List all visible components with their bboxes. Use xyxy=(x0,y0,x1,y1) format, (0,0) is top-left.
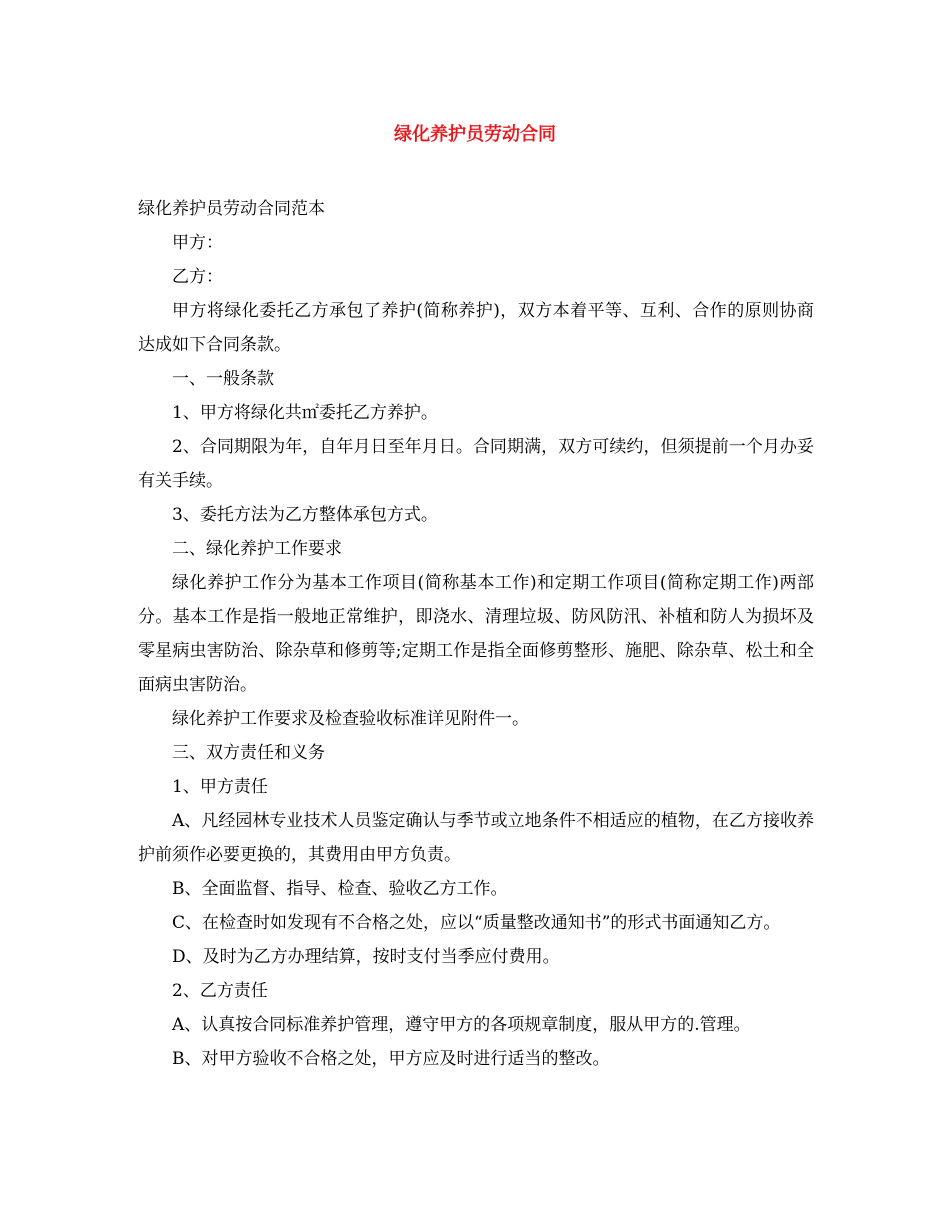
paragraph-clause: D、及时为乙方办理结算，按时支付当季应付费用。 xyxy=(172,947,560,967)
paragraph-clause: 3、委托方法为乙方整体承包方式。 xyxy=(172,505,438,525)
paragraph-clause: 绿化养护工作要求及检查验收标准详见附件一。 xyxy=(172,709,529,729)
paragraph-clause: B、对甲方验收不合格之处，甲方应及时进行适当的整改。 xyxy=(172,1049,610,1069)
paragraph-intro: 甲方将绿化委托乙方承包了养护(简称养护)，双方本着平等、互利、合作的原则协商达成如下合同条款。 xyxy=(138,301,814,355)
paragraph-clause: 1、甲方将绿化共㎡委托乙方养护。 xyxy=(172,403,438,423)
paragraph-party-b: 乙方： xyxy=(172,267,223,287)
subsection-heading-party-b: 2、乙方责任 xyxy=(172,981,268,1001)
paragraph-clause: 2、合同期限为年，自年月日至年月日。合同期满，双方可续约，但须提前一个月办妥有关手续。 xyxy=(138,437,814,491)
paragraph-clause: C、在检查时如发现有不合格之处，应以“质量整改通知书”的形式书面通知乙方。 xyxy=(172,913,781,933)
paragraph-clause: 绿化养护工作分为基本工作项目(简称基本工作)和定期工作项目(简称定期工作)两部分。基本工作是指一般地正常维护，即浇水、清理垃圾、防风防汛、补植和防人为损坏及零星病虫害防治、除杂草和修剪等;定期工作是指全面修剪整形、施肥、除杂草、松土和全面病虫害防治。 xyxy=(138,573,814,695)
subsection-heading-party-a: 1、甲方责任 xyxy=(172,777,268,797)
paragraph-clause: B、全面监督、指导、检查、验收乙方工作。 xyxy=(172,879,508,899)
paragraph-subtitle: 绿化养护员劳动合同范本 xyxy=(138,199,325,219)
paragraph-clause: A、认真按合同标准养护管理，遵守甲方的各项规章制度，服从甲方的.管理。 xyxy=(172,1015,751,1035)
document-title: 绿化养护员劳动合同 xyxy=(394,124,556,145)
section-heading-general: 一、一般条款 xyxy=(172,369,274,389)
section-heading-requirements: 二、绿化养护工作要求 xyxy=(172,539,342,559)
section-heading-duties: 三、双方责任和义务 xyxy=(172,743,325,763)
document-body xyxy=(138,192,814,1076)
paragraph-party-a: 甲方： xyxy=(172,233,223,253)
paragraph-clause: A、凡经园林专业技术人员鉴定确认与季节或立地条件不相适应的植物，在乙方接收养护前须作必要更换的，其费用由甲方负责。 xyxy=(138,811,814,865)
